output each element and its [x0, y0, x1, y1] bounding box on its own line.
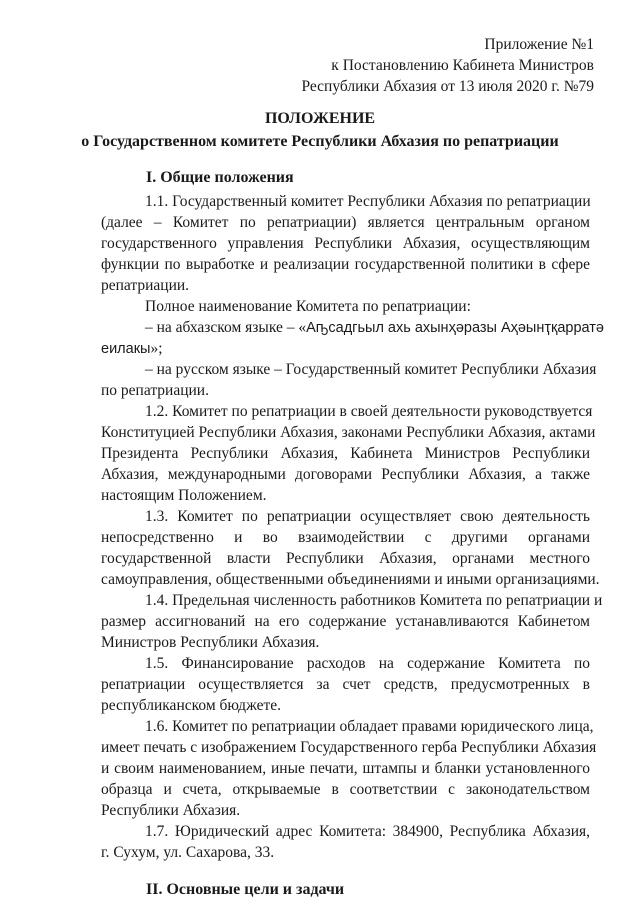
paragraph-line: размер ассигнований на его содержание устанавливаются Кабинетом — [101, 613, 590, 630]
paragraph-line: Конституцией Республики Абхазия, законами Республики Абхазия, актами — [101, 424, 596, 441]
paragraph-line: 1.7. Юридический адрес Комитета: 384900, Республика Абхазия, — [145, 823, 590, 840]
paragraph-line: имеет печать с изображением Государственного герба Республики Абхазия — [101, 739, 597, 756]
paragraph-line: Президента Республики Абхазия, Кабинета Министров Республики — [101, 445, 590, 462]
paragraph-line — [101, 317, 604, 339]
paragraph-line: 1.5. Финансирование расходов на содержание Комитета по — [145, 655, 590, 672]
document-subtitle: о Государственном комитете Республики Абхазия по репатриации — [81, 133, 559, 150]
paragraph-line: репатриации. — [101, 277, 190, 294]
paragraph-line: (далее – Комитет по репатриации) является центральным органом — [101, 214, 590, 231]
section-heading-2: II. Основные цели и задачи — [146, 881, 345, 898]
paragraph-line: и своим наименованием, иные печати, штампы и бланки установленного — [101, 760, 590, 777]
paragraph-line: непосредственно и во взаимодействии с другими органами — [101, 529, 590, 546]
paragraph-line: самоуправления, общественными объединениями и иными организациями. — [101, 571, 600, 588]
abkhaz-name-prefix: – на абхазском языке – « — [145, 319, 307, 336]
paragraph-line: г. Сухум, ул. Сахарова, 33. — [101, 844, 275, 861]
paragraph-line: Республики Абхазия. — [101, 802, 241, 819]
appendix-line-3: Республики Абхазия от 13 июля 2020 г. №79 — [301, 78, 594, 95]
appendix-label: Приложение №1 — [484, 36, 594, 53]
abkhaz-name-part-1: Аҧсадгьыл ахь ахынҳәразы Аҳәынҭқарратә — [306, 320, 604, 336]
paragraph-line: 1.2. Комитет по репатриации в своей деятельности руководствуется — [145, 403, 593, 420]
paragraph-line: государственного управления Республики Абхазия, осуществляющим — [101, 235, 590, 252]
paragraph-line: 1.6. Комитет по репатриации обладает правами юридического лица, — [145, 718, 594, 735]
abkhaz-name-suffix: »; — [150, 340, 163, 357]
paragraph-line: Полное наименование Комитета по репатриации: — [145, 298, 471, 315]
paragraph-line: республиканском бюджете. — [101, 697, 281, 714]
paragraph-line: Абхазия, международными договорами Республики Абхазия, а также — [101, 466, 590, 483]
section-heading-1: I. Общие положения — [146, 169, 294, 186]
paragraph-line: репатриации осуществляется за счет средств, предусмотренных в — [101, 676, 590, 693]
paragraph-line: настоящим Положением. — [101, 487, 267, 504]
paragraph-line: 1.4. Предельная численность работников Комитета по репатриации и — [145, 592, 603, 609]
paragraph-line: 1.1. Государственный комитет Республики Абхазия по репатриации — [145, 193, 591, 210]
abkhaz-name-part-2: еилакы — [101, 341, 151, 357]
paragraph-line: 1.3. Комитет по репатриации осуществляет свою деятельность — [145, 508, 590, 525]
appendix-line-2: к Постановлению Кабинета Министров — [331, 57, 594, 74]
paragraph-line: – на русском языке – Государственный комитет Республики Абхазия — [145, 361, 597, 378]
paragraph-line: Министров Республики Абхазия. — [101, 634, 320, 651]
document-title: ПОЛОЖЕНИЕ — [264, 110, 376, 127]
paragraph-line: образца и счета, открываемые в соответствии с законодательством — [101, 781, 590, 798]
paragraph-line — [101, 338, 590, 360]
paragraph-line: функции по выработке и реализации государственной политики в сфере — [101, 256, 590, 273]
paragraph-line: государственной власти Республики Абхазия, органами местного — [101, 550, 590, 567]
paragraph-line: по репатриации. — [101, 382, 209, 399]
